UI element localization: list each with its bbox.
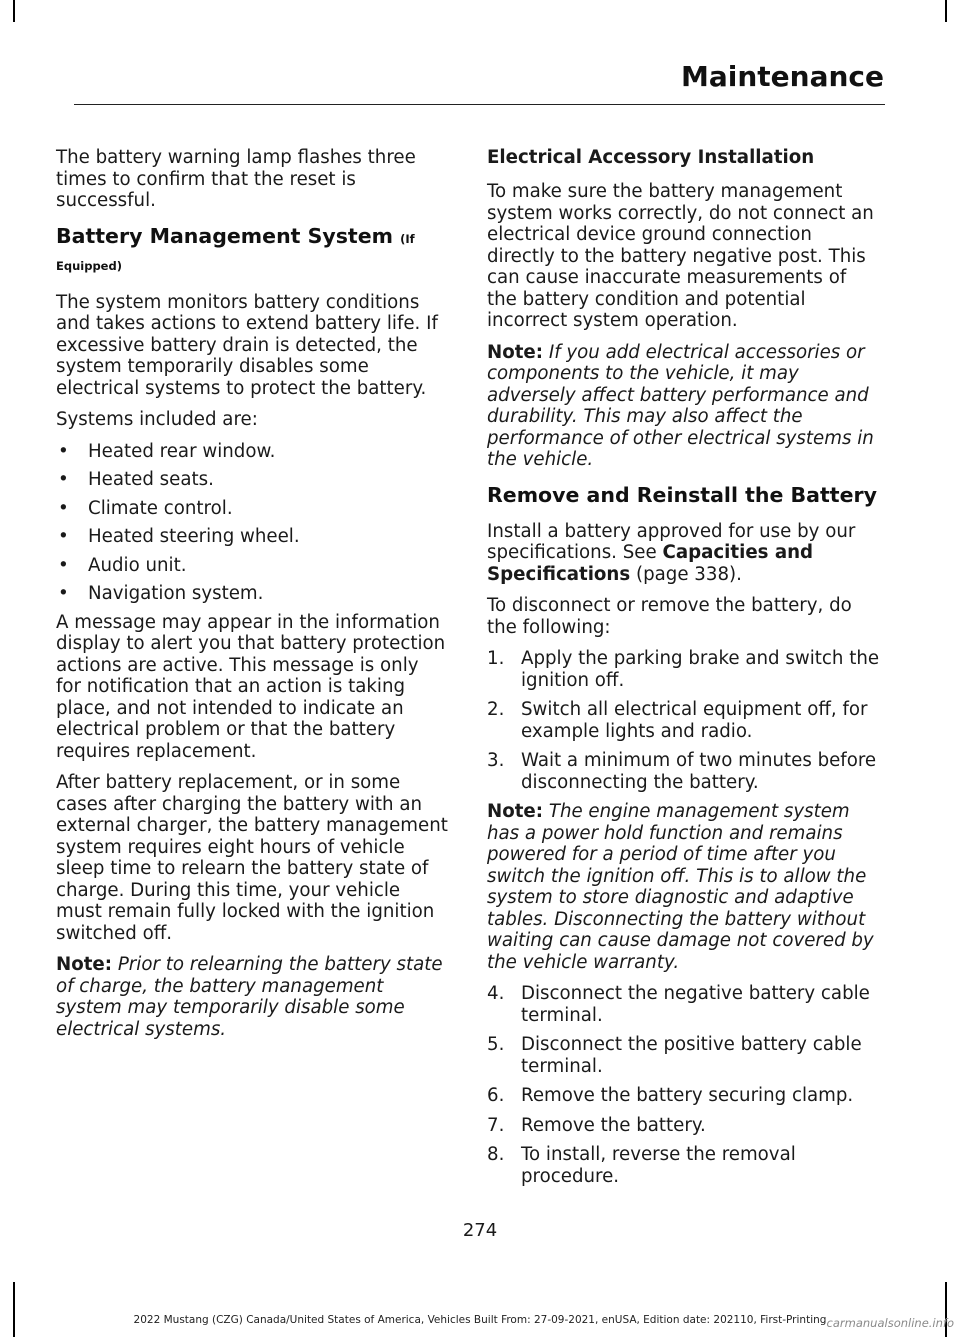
capacities-link[interactable]: Capacities and Specifications	[487, 542, 814, 585]
step-number: 5.	[487, 1034, 505, 1055]
list-item-text: Navigation system.	[88, 583, 264, 604]
bullet-icon: •	[58, 583, 69, 604]
watermark: carmanualsonline.info	[826, 1316, 954, 1330]
step-text: Remove the battery.	[521, 1114, 706, 1136]
step-text: Apply the parking brake and switch the ignition off.	[521, 648, 880, 691]
note-engine-management	[487, 801, 881, 973]
relearn-paragraph: After battery replacement, or in some cases after charging the battery with an external charger, the battery management system requires eight hours of vehicle sleep time to relearn the battery state of charge. During this time, your vehicle must remain fully locked with the ignition switched off.	[56, 772, 448, 944]
install-paragraph	[487, 521, 881, 586]
message-paragraph: A message may appear in the information display to alert you that battery protection actions are active. This message is only for notification that an action is taking place, and not intended to indicate an electrical problem or that the battery requires replacement.	[56, 611, 446, 762]
step-item	[487, 1115, 881, 1137]
note-text: Prior to relearning the battery state of charge, the battery management system may temporarily disable some electrical systems.	[56, 954, 443, 1040]
crop-mark-top-right	[945, 0, 947, 22]
page-number: 274	[462, 1220, 498, 1241]
bullet-icon: •	[58, 497, 69, 519]
list-item	[56, 498, 448, 520]
systems-intro: Systems included are:	[56, 409, 258, 430]
step-text: Disconnect the positive battery cable terminal.	[521, 1034, 862, 1077]
install-text: Install a battery approved for use by our specifications. See	[487, 520, 856, 563]
accessory-paragraph: To make sure the battery management system works correctly, do not connect an electrical device ground connection directly to the battery negative post. This can cause inaccurate measurements of the battery condition and potential incorrect system operation.	[487, 181, 874, 331]
note-text: If you add electrical accessories or components to the vehicle, it may adversely affect battery performance and durability. This may also affect the performance of other electrical systems in the vehicle.	[487, 341, 874, 470]
list-item	[56, 441, 448, 463]
crop-mark-top-left	[13, 0, 15, 22]
step-item	[487, 699, 881, 742]
list-item-text: Audio unit.	[88, 554, 187, 576]
list-item	[56, 555, 448, 577]
right-column	[487, 147, 881, 1195]
step-number: 1.	[487, 648, 505, 669]
reset-confirmation-text: The battery warning lamp flashes three times to confirm that the reset is successful.	[56, 147, 416, 211]
list-item-text: Climate control.	[88, 497, 233, 519]
bullet-icon: •	[58, 526, 69, 547]
note-text: The engine management system has a power hold function and remains powered for a period of time after you switch the ignition off. This is to allow the system to store diagnostic and adaptive tables. Disconnecting the battery without waiting can cause damage not covered by the vehicle warranty.	[487, 801, 874, 973]
header-divider	[74, 104, 885, 105]
bullet-icon: •	[58, 469, 69, 490]
note-accessories	[487, 342, 881, 471]
system-description: The system monitors battery conditions and takes actions to extend battery life. If excessive battery drain is detected, the system temporarily disables some electrical systems to protect the battery.	[56, 291, 438, 399]
step-text: Switch all electrical equipment off, for example lights and radio.	[521, 699, 868, 742]
note-label: Note:	[487, 801, 544, 822]
step-number: 3.	[487, 750, 505, 771]
step-number: 7.	[487, 1114, 505, 1136]
step-item	[487, 1085, 881, 1107]
remove-reinstall-heading: Remove and Reinstall the Battery	[487, 482, 877, 507]
battery-management-heading	[56, 224, 448, 278]
step-item	[487, 750, 881, 793]
bullet-icon: •	[58, 440, 69, 462]
step-item	[487, 983, 881, 1026]
list-item-text: Heated steering wheel.	[88, 526, 300, 547]
heading-suffix: (If Equipped)	[56, 231, 415, 273]
systems-list	[56, 441, 448, 605]
list-item	[56, 469, 448, 491]
step-item	[487, 1144, 881, 1187]
bullet-icon: •	[58, 554, 69, 576]
disconnect-intro: To disconnect or remove the battery, do the following:	[487, 595, 852, 638]
crop-mark-bottom-left	[13, 1282, 15, 1337]
step-number: 8.	[487, 1144, 505, 1165]
steps-list-second	[487, 983, 881, 1187]
list-item-text: Heated seats.	[88, 469, 214, 490]
step-number: 4.	[487, 983, 505, 1004]
edition-footer: 2022 Mustang (CZG) Canada/United States of America, Vehicles Built From: 27-09-2021, enUSA, Edition date: 202110, First-Printing	[133, 1314, 827, 1326]
list-item-text: Heated rear window.	[88, 440, 276, 462]
list-item	[56, 583, 448, 605]
note-relearning	[56, 954, 448, 1040]
steps-list-first	[487, 648, 881, 793]
step-text: Wait a minimum of two minutes before disconnecting the battery.	[521, 750, 877, 793]
list-item	[56, 526, 448, 548]
step-text: To install, reverse the removal procedure.	[521, 1144, 796, 1187]
step-item	[487, 1034, 881, 1077]
step-text: Remove the battery securing clamp.	[521, 1085, 854, 1106]
note-label: Note:	[487, 341, 544, 363]
left-column	[56, 147, 448, 1050]
electrical-accessory-heading: Electrical Accessory Installation	[487, 147, 815, 168]
heading-text: Battery Management System	[56, 223, 393, 248]
step-text: Disconnect the negative battery cable terminal.	[521, 983, 870, 1026]
page-reference: (page 338).	[636, 563, 742, 585]
note-label: Note:	[56, 954, 113, 975]
step-number: 6.	[487, 1085, 505, 1106]
page-section-title: Maintenance	[680, 60, 884, 93]
step-item	[487, 648, 881, 691]
step-number: 2.	[487, 699, 505, 720]
